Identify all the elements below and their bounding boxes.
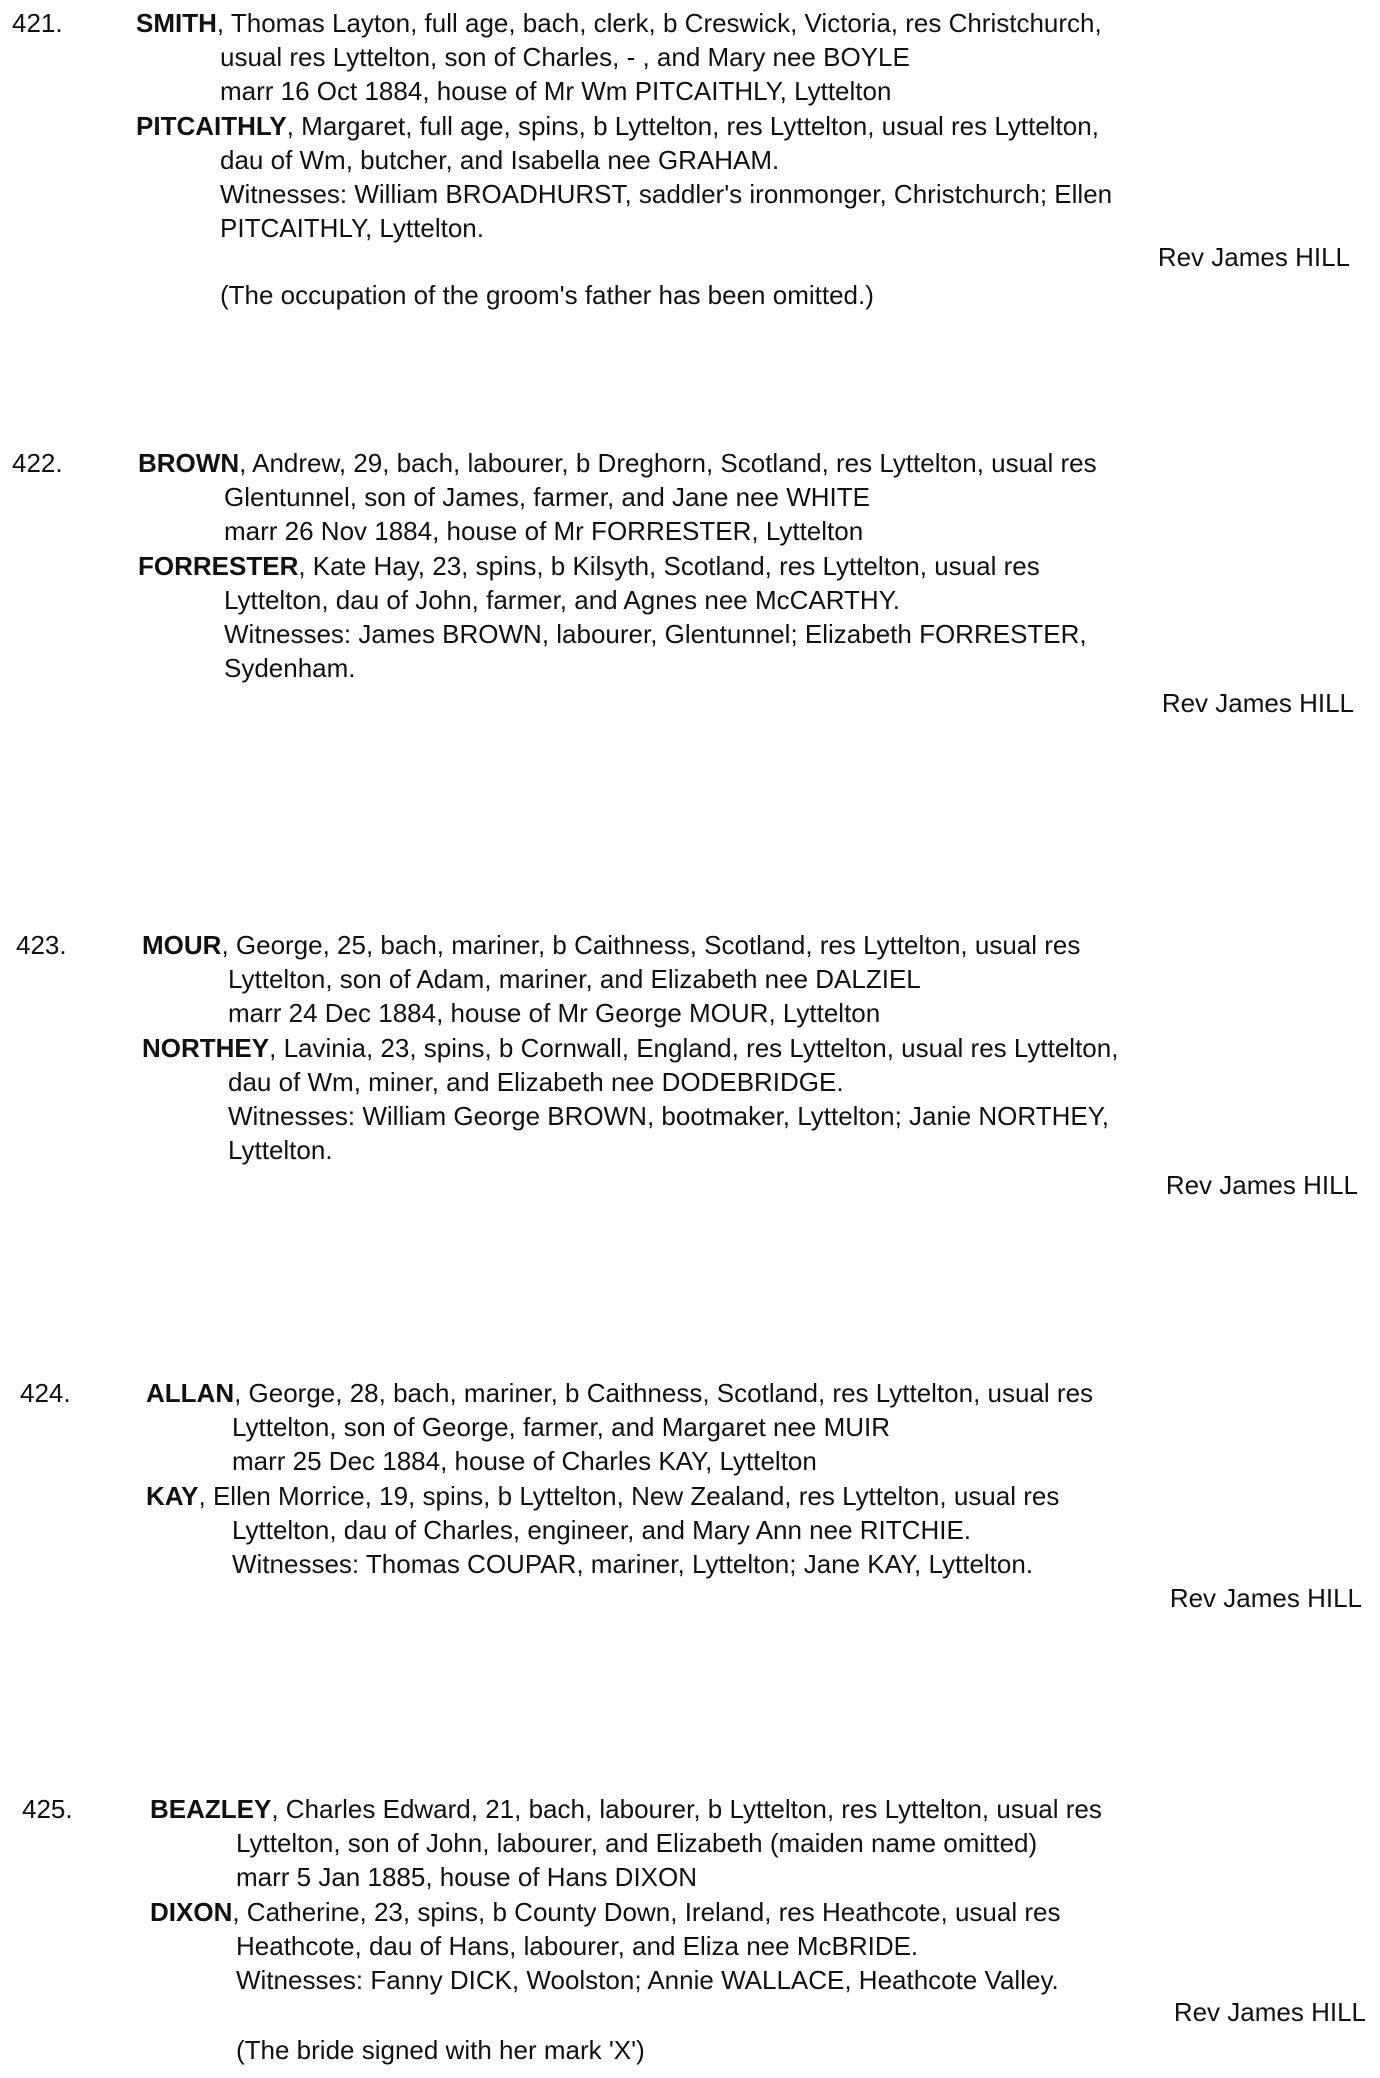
groom-details-cont: Lyttelton, son of George, farmer, and Margaret nee MUIR: [232, 1412, 891, 1442]
groom-details: , George, 25, bach, mariner, b Caithness, Scotland, res Lyttelton, usual res: [221, 930, 1081, 960]
bride-line: [142, 1031, 1118, 1065]
groom-details-cont: Lyttelton, son of John, labourer, and Elizabeth (maiden name omitted): [236, 1828, 1038, 1858]
bride-details-cont: Heathcote, dau of Hans, labourer, and Eliza nee McBRIDE.: [236, 1931, 919, 1961]
groom-details: , George, 28, bach, mariner, b Caithness, Scotland, res Lyttelton, usual res: [234, 1378, 1094, 1408]
witnesses: Witnesses: Thomas COUPAR, mariner, Lyttelton; Jane KAY, Lyttelton.: [232, 1549, 1034, 1579]
bride-details: , Lavinia, 23, spins, b Cornwall, England, res Lyttelton, usual res Lyttelton,: [269, 1033, 1119, 1063]
marriage-details: marr 25 Dec 1884, house of Charles KAY, Lyttelton: [232, 1446, 817, 1476]
minister: Rev James HILL: [1157, 242, 1350, 272]
groom-details: , Andrew, 29, bach, labourer, b Dreghorn, Scotland, res Lyttelton, usual res: [239, 448, 1097, 478]
witnesses-cont: Sydenham.: [224, 653, 356, 683]
groom-surname: MOUR: [142, 930, 222, 960]
bride-details: , Kate Hay, 23, spins, b Kilsyth, Scotland, res Lyttelton, usual res: [298, 551, 1040, 581]
bride-details: , Margaret, full age, spins, b Lyttelton, res Lyttelton, usual res Lyttelton,: [286, 111, 1099, 141]
witnesses: Witnesses: Fanny DICK, Woolston; Annie WALLACE, Heathcote Valley.: [236, 1965, 1059, 1995]
bride-details-cont: dau of Wm, butcher, and Isabella nee GRAHAM.: [220, 145, 780, 175]
marriage-details: marr 24 Dec 1884, house of Mr George MOUR, Lyttelton: [228, 998, 881, 1028]
bride-line: [146, 1479, 1059, 1513]
witnesses: Witnesses: James BROWN, labourer, Glentunnel; Elizabeth FORRESTER,: [224, 619, 1087, 649]
marriage-details: marr 16 Oct 1884, house of Mr Wm PITCAITHLY, Lyttelton: [220, 76, 892, 106]
minister: Rev James HILL: [1169, 1583, 1362, 1613]
groom-details-cont: usual res Lyttelton, son of Charles, - , and Mary nee BOYLE: [220, 42, 910, 72]
bride-surname: DIXON: [150, 1897, 233, 1927]
groom-surname: BEAZLEY: [150, 1794, 272, 1824]
witnesses: Witnesses: William George BROWN, bootmaker, Lyttelton; Janie NORTHEY,: [228, 1101, 1109, 1131]
groom-details: , Charles Edward, 21, bach, labourer, b Lyttelton, res Lyttelton, usual res: [271, 1794, 1102, 1824]
bride-surname: NORTHEY: [142, 1033, 270, 1063]
bride-line: [136, 109, 1099, 143]
entry-number: 424.: [20, 1378, 71, 1408]
marriage-details: marr 5 Jan 1885, house of Hans DIXON: [236, 1862, 698, 1892]
bride-details: , Catherine, 23, spins, b County Down, Ireland, res Heathcote, usual res: [232, 1897, 1061, 1927]
witnesses: Witnesses: William BROADHURST, saddler's ironmonger, Christchurch; Ellen: [220, 179, 1113, 209]
groom-surname: BROWN: [138, 448, 240, 478]
entry-note: (The occupation of the groom's father has been omitted.): [220, 280, 874, 310]
bride-details-cont: Lyttelton, dau of John, farmer, and Agnes nee McCARTHY.: [224, 585, 900, 615]
groom-line: [136, 6, 1102, 40]
entry-number: 421.: [12, 8, 63, 38]
groom-line: [138, 446, 1097, 480]
groom-details-cont: Glentunnel, son of James, farmer, and Jane nee WHITE: [224, 482, 870, 512]
witnesses-cont: PITCAITHLY, Lyttelton.: [220, 213, 484, 243]
groom-line: [142, 928, 1080, 962]
groom-line: [146, 1376, 1093, 1410]
minister: Rev James HILL: [1161, 688, 1354, 718]
bride-details: , Ellen Morrice, 19, spins, b Lyttelton, New Zealand, res Lyttelton, usual res: [198, 1481, 1060, 1511]
entry-number: 423.: [16, 930, 67, 960]
groom-surname: ALLAN: [146, 1378, 235, 1408]
minister: Rev James HILL: [1165, 1170, 1358, 1200]
bride-details-cont: dau of Wm, miner, and Elizabeth nee DODEBRIDGE.: [228, 1067, 844, 1097]
groom-surname: SMITH: [136, 8, 217, 38]
groom-details-cont: Lyttelton, son of Adam, mariner, and Elizabeth nee DALZIEL: [228, 964, 921, 994]
entry-note: (The bride signed with her mark 'X'): [236, 2035, 645, 2065]
witnesses-cont: Lyttelton.: [228, 1135, 333, 1165]
bride-surname: PITCAITHLY: [136, 111, 287, 141]
groom-details: , Thomas Layton, full age, bach, clerk, b Creswick, Victoria, res Christchurch,: [216, 8, 1102, 38]
marriage-details: marr 26 Nov 1884, house of Mr FORRESTER, Lyttelton: [224, 516, 864, 546]
groom-line: [150, 1792, 1102, 1826]
entry-number: 425.: [22, 1794, 73, 1824]
bride-surname: KAY: [146, 1481, 199, 1511]
bride-details-cont: Lyttelton, dau of Charles, engineer, and Mary Ann nee RITCHIE.: [232, 1515, 972, 1545]
minister: Rev James HILL: [1173, 1997, 1366, 2027]
entry-number: 422.: [12, 448, 63, 478]
bride-surname: FORRESTER: [138, 551, 299, 581]
bride-line: [138, 549, 1040, 583]
bride-line: [150, 1895, 1060, 1929]
